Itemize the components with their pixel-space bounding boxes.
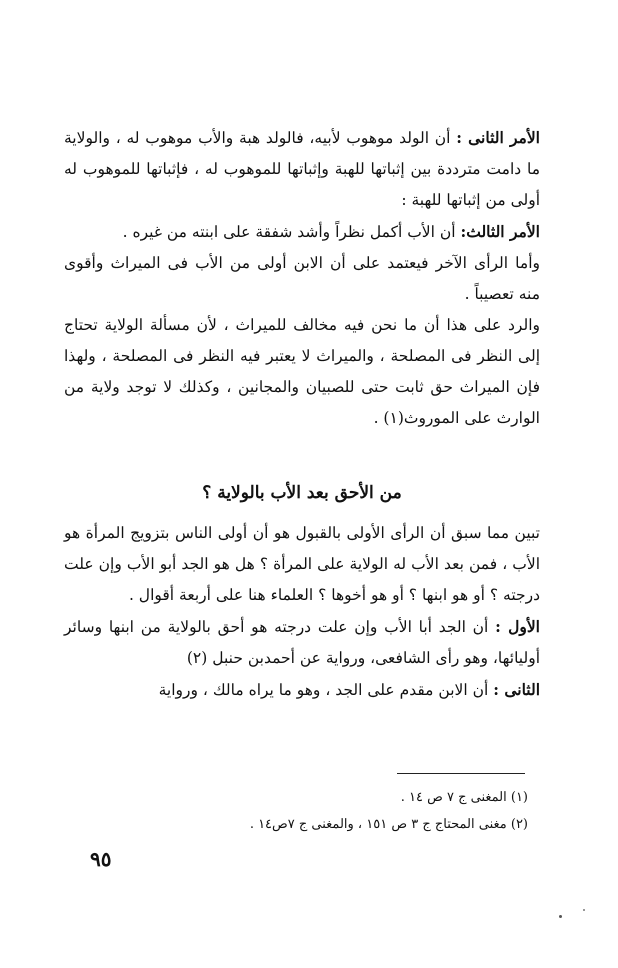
- paragraph-text: أن الولد موهوب لأبيه، فالولد هبة والأب موهوب له ، والولاية ما دامت مترددة بين إثباتها للهبة وإثباتها للموهوب له ، فإثباتها للموهوب له أولى من إثباتها للهبة :: [64, 129, 540, 209]
- paragraph-text: أن الجد أبا الأب وإن علت درجته هو أحق بالولاية من ابنها وسائر أوليائها، وهو رأى الشافعى، ورواية عن أحمدبن حنبل (٢): [64, 618, 540, 667]
- scan-speck: [583, 909, 585, 911]
- paragraph-text: تبين مما سبق أن الرأى الأولى بالقبول هو أن أولى الناس بتزويج المرأة هو الأب ، فمن بعد الأب له الولاية على المرأة ؟ هل هو الجد أبو الأب وإن علت درجته ؟ أو هو ابنها ؟ أو هو أخوها ؟ العلماء هنا على أربعة أقوال .: [64, 524, 540, 604]
- paragraph-second-opinion: [64, 674, 540, 706]
- footnotes: [64, 784, 528, 838]
- paragraph-label: الثانى :: [493, 680, 540, 699]
- footnote-1: (١) المغنى ج ٧ ص ١٤ .: [400, 790, 528, 805]
- scan-speck: [559, 915, 562, 918]
- paragraph-text: والرد على هذا أن ما نحن فيه مخالف للميراث ، لأن مسألة الولاية تحتاج إلى النظر فى المصلحة ، والميراث لا يعتبر فيه النظر فى المصلحة ، ولهذا فإن الميراث حق ثابت حتى للصبيان والمجانين ، وكذلك لا توجد ولاية من الوارث على الموروث(١) .: [64, 316, 540, 427]
- paragraph-second-matter: [64, 122, 540, 216]
- paragraph-text: أن الابن مقدم على الجد ، وهو ما يراه مالك ، ورواية: [158, 681, 489, 699]
- paragraph-intro: [64, 518, 540, 611]
- text-block-1: [64, 122, 540, 434]
- footnote-2: (٢) مغنى المحتاج ج ٣ ص ١٥١ ، والمغنى ج ٧ص١٤ .: [249, 817, 528, 832]
- paragraph-third-matter: [64, 216, 540, 248]
- paragraph-label: الأمر الثالث:: [460, 222, 540, 241]
- text-block-2: [64, 518, 540, 706]
- paragraph-first-opinion: [64, 611, 540, 674]
- paragraph-other-opinion: [64, 248, 540, 310]
- paragraph-label: الأمر الثانى :: [456, 128, 540, 147]
- paragraph-text: وأما الرأى الآخر فيعتمد على أن الابن أولى من الأب فى الميراث وأقوى منه تعصيباً .: [64, 254, 540, 303]
- footnote-divider: [397, 773, 525, 774]
- paragraph-text: أن الأب أكمل نظراً وأشد شفقة على ابنته من غيره .: [122, 223, 456, 241]
- paragraph-rebuttal: [64, 310, 540, 434]
- page-number: ٩٥: [90, 847, 112, 871]
- paragraph-label: الأول :: [495, 617, 540, 636]
- section-heading: من الأحق بعد الأب بالولاية ؟: [202, 483, 402, 503]
